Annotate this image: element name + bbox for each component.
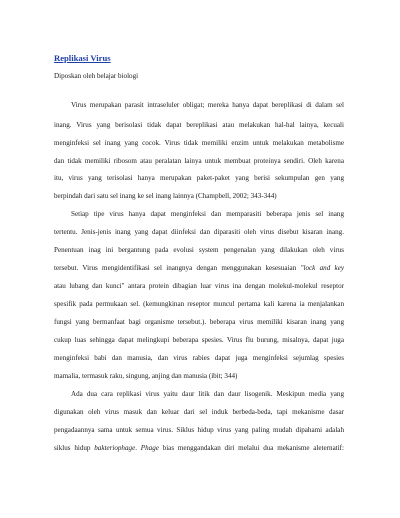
paragraph-1-line-1: Virus merupakan parasit intraseluler obligat; mereka hanya dapat bereplikasi di dalam sel — [71, 101, 344, 109]
paragraph-2-line-9: menginfeksi babi dan manusia, dan virus rabies dapat juga menginfeksi sejumlag spesies — [54, 354, 344, 362]
paragraph-1-line-6: berpindah dari satu sel inang ke sel inang lainnya (Champbell, 2002; 343-344) — [54, 192, 277, 200]
paragraph-2-line-10: mamalia, termasuk raku, singung, anjing dan manusia (ibit; 344) — [54, 372, 238, 380]
post-author-line: Diposkan oleh belajar biologi — [54, 72, 139, 80]
paragraph-1-line-4: dan tidak memiliki ribosom atau peralatan lainya untuk membuat proteinya sendiri. Oleh karena — [54, 157, 344, 165]
paragraph-3-line-4-text-c: bias menggandakan diri melalui dua mekanisme aleternatif: — [158, 444, 345, 452]
paragraph-2-line-4 — [54, 264, 344, 273]
paragraph-3-line-2: digunakan oleh virus masuk dan keluar dari sel induk berbeda-beda, tapi mekanisme dasar — [54, 408, 344, 416]
paragraph-2-line-6: spesifik pada permukaan sel. (kemungkinan reseptor muncul pertama kali karena ia menjalankan — [54, 300, 344, 308]
paragraph-1-line-5: itu, virus yang terisolasi hanya merupakan paket-paket yang berisi sekumpulan gen yang — [54, 174, 344, 182]
paragraph-3-line-3: pengadaannya sama untuk semua virus. Siklus hidup virus yang paling mudah dipahami adalah — [54, 426, 344, 434]
paragraph-3-line-4-italic-a: bakteriophage — [94, 444, 136, 452]
paragraph-3-line-4-text-a: siklus hidup — [54, 444, 95, 452]
paragraph-1-line-2: inang. Virus yang berisolasi tidak dapat bereplikasi atau melakukan hal-hal lainya, kecuali — [54, 121, 344, 129]
post-title-link[interactable]: Replikasi Virus — [54, 53, 111, 63]
paragraph-2-line-7: fungsi yang bermanfaat bagi organisme tersebut.). beberapa virus memiliki kisaran inang yang — [54, 318, 344, 326]
paragraph-2-line-4-text: tersebut. Virus mengidentifikasi sel inangnya dengan menggunakan kesesuaian — [54, 264, 301, 272]
paragraph-2-line-2: tertentu. Jenis-jenis inang yang dapat diinfeksi dan diparasiti oleh virus disebut kisaran inang. — [54, 228, 344, 236]
paragraph-2-line-5: atau lubang dan kunci" antara protein dibagian luar virus ina dengan molekul-molekul reseptor — [54, 282, 344, 290]
paragraph-3-line-4-text-b: . — [135, 444, 141, 452]
paragraph-2-line-3: Penentuan inag ini bergantung pada evolusi system pengenalan yang dilakukan oleh virus — [54, 246, 344, 254]
paragraph-2-line-8: cukup luas sehingga dapat melingkupi beberapa spesies. Virus flu burung, misalnya, dapat juga — [54, 336, 344, 344]
paragraph-1-line-3: menginfeksi sel inang yang cocok. Virus tidak memiliki enzim untuk melakukan metabolisme — [54, 139, 344, 147]
paragraph-2-line-4-italic: "lock and key — [300, 264, 345, 272]
paragraph-3-line-4-italic-b: Phage — [140, 444, 159, 452]
paragraph-3-line-1: Ada dua cara replikasi virus yaitu daur litik dan daur lisogenik. Meskipun media yang — [71, 390, 344, 398]
paragraph-2-line-1: Setiap tipe virus hanya dapat menginfeksi dan memparasiti beberapa jenis sel inang — [71, 210, 344, 218]
paragraph-3-line-4 — [54, 444, 344, 453]
